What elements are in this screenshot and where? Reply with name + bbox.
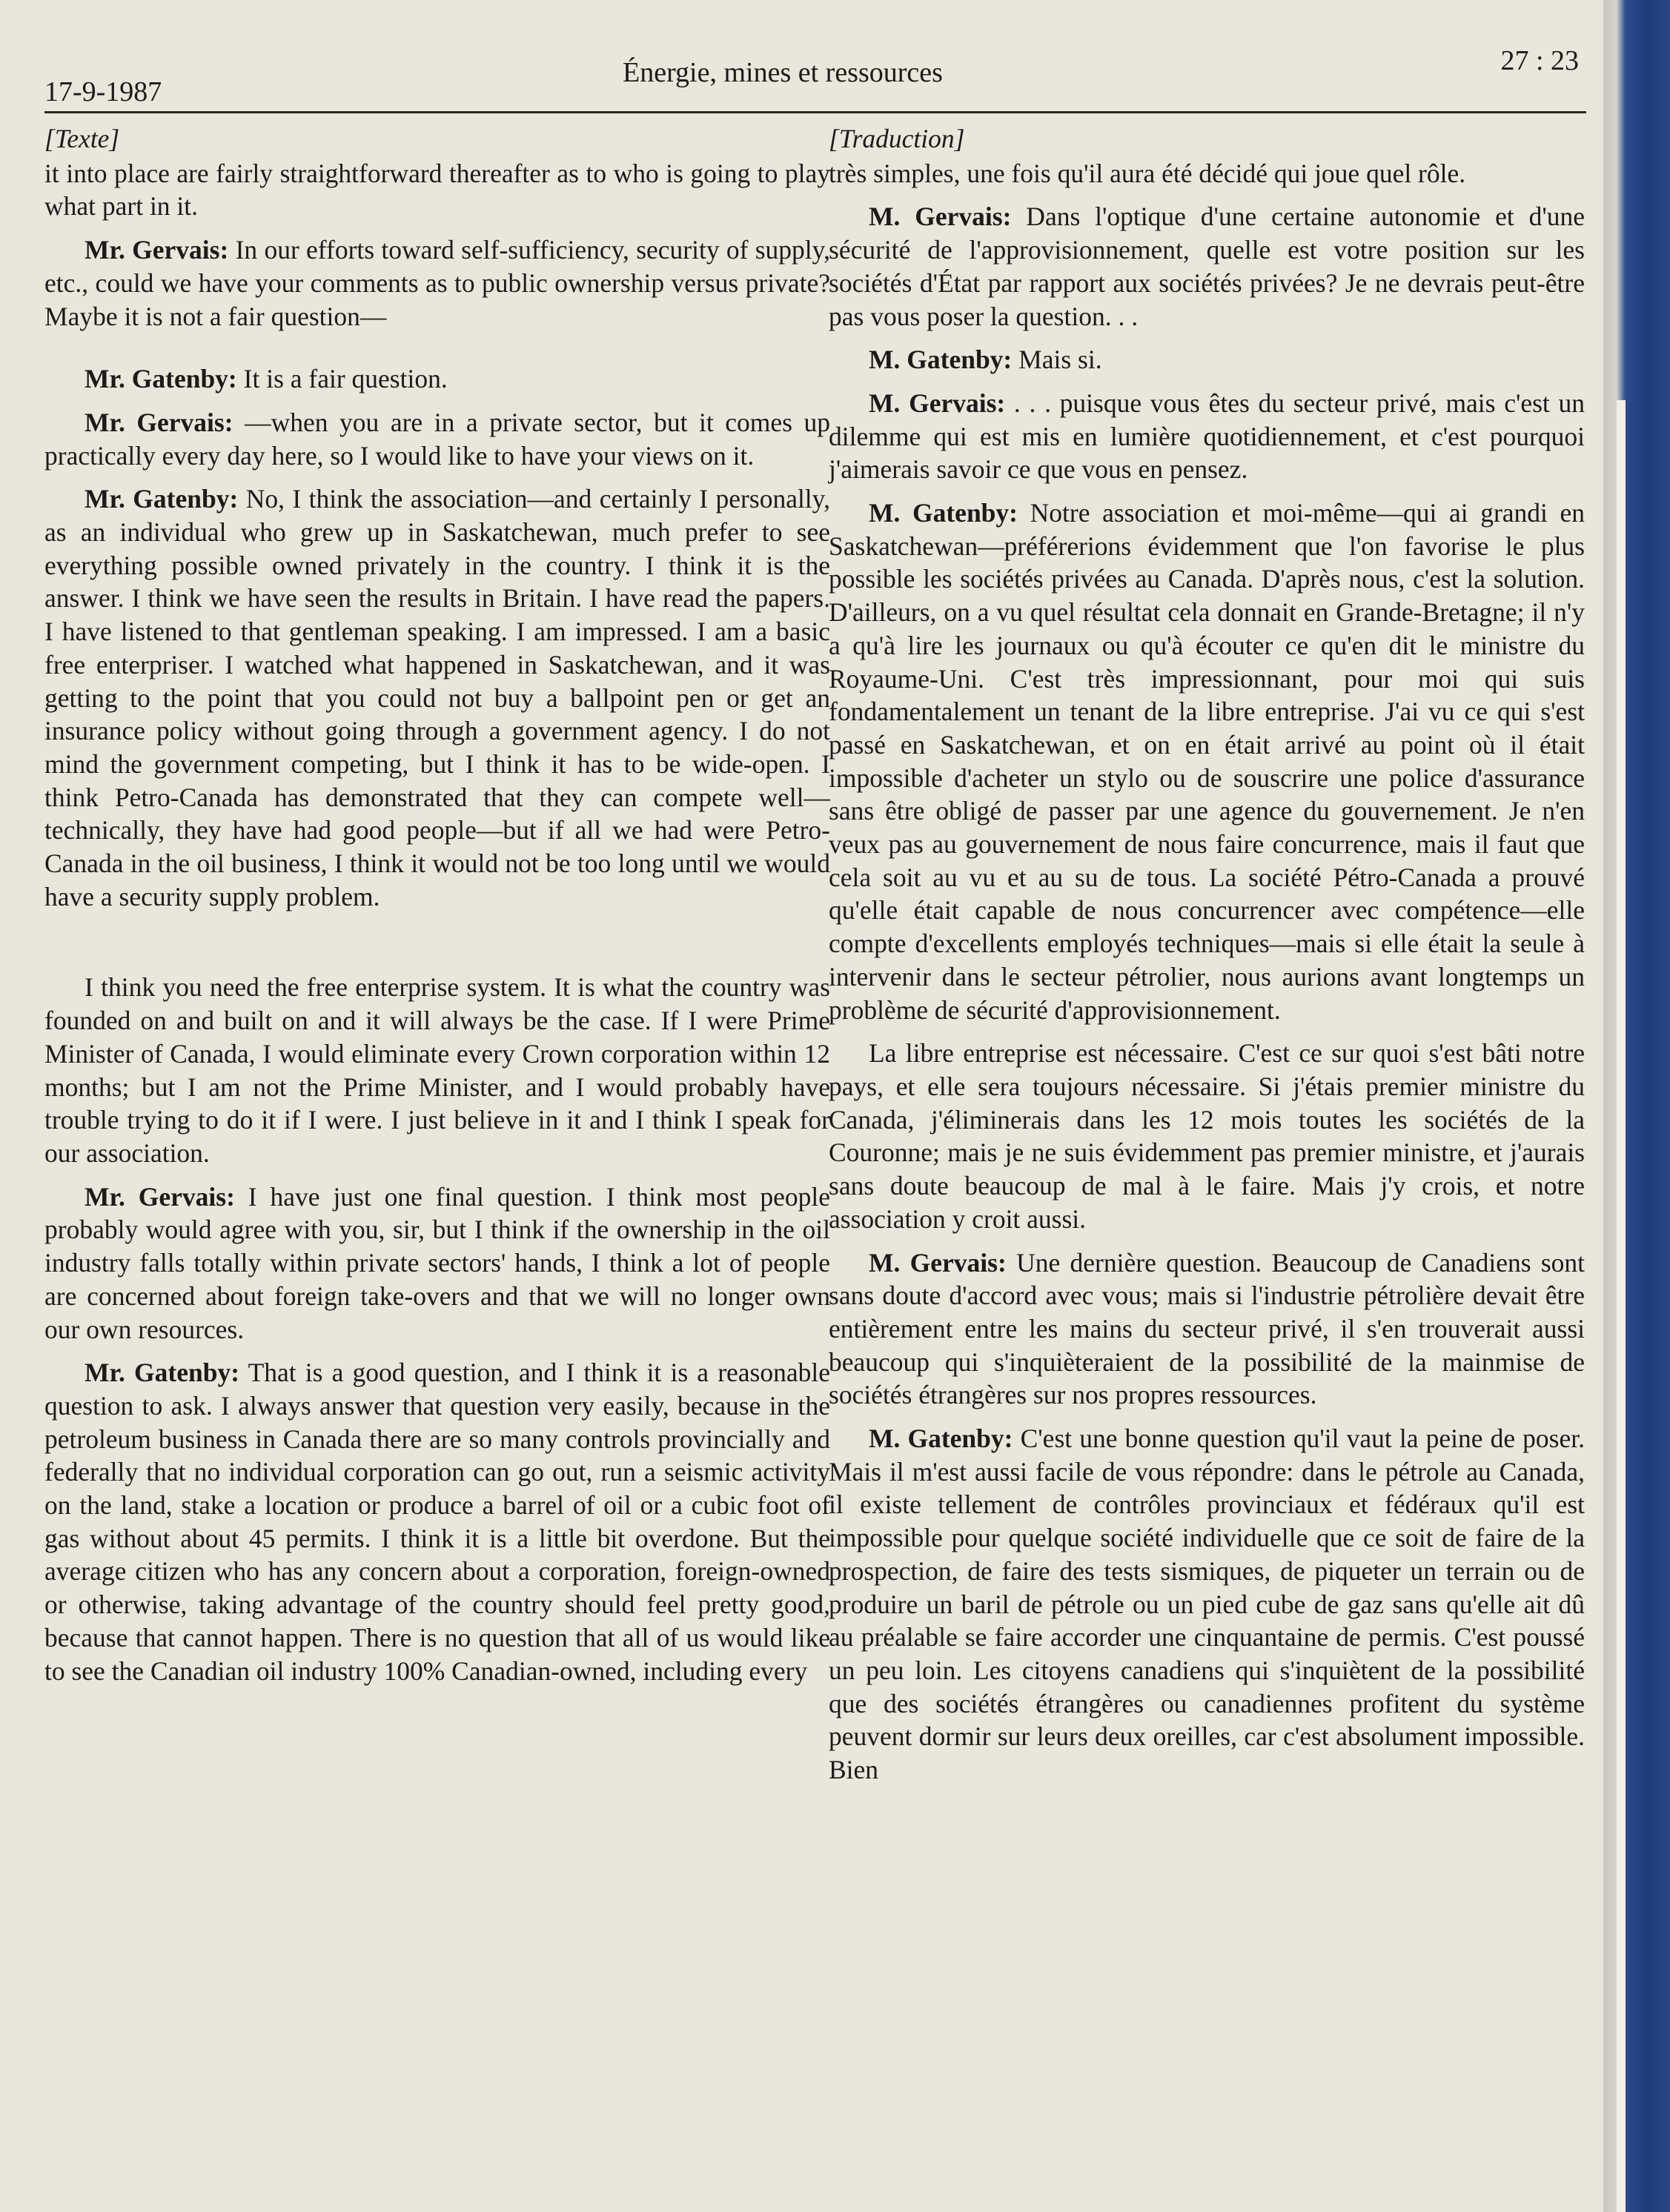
speech-paragraph — [829, 387, 1585, 486]
page-header — [44, 44, 1586, 113]
speech-paragraph — [44, 1356, 830, 1687]
speech-paragraph — [44, 971, 830, 1169]
speech-text: No, I think the association—and certainly I personally, as an individual who grew up in Saskatchewan, much prefer to see everything possible owned privately in the country. I think it is the answer. I think we have seen the results in Britain. I have read the papers. I have listened to that gentleman speaking. I am impressed. I am a basic free enterpriser. I watched what happened in Saskatchewan, and it was getting to the point that you could not buy a ballpoint pen or get an insurance policy without going through a government agency. I do not mind the government competing, but I think it has to be wide-open. I think Petro-Canada has demonstrated that they can compete well—technically, they have had good people—but if all we had were Petro-Canada in the oil business, I think it would not be too long until we would have a security supply problem. — [44, 484, 830, 911]
speech-paragraph — [44, 362, 830, 396]
speech-text: Dans l'optique d'une certaine autonomie et d'une sécurité de l'approvisionnement, quelle est votre position sur les sociétés d'État par rapport aux sociétés privées? Je ne devrais peut-être pas vous poser la question. . . — [829, 202, 1585, 331]
speaker-name: Mr. Gatenby: — [85, 484, 239, 514]
speech-text: I have just one final question. I think most people probably would agree with you, sir, but I think if the ownership in the oil industry falls totally within private sectors' hands, I think a lot of people are concerned about foreign take-overs and that we will no longer own our own resources. — [44, 1181, 830, 1344]
language-label-english: [Texte] — [44, 124, 120, 153]
speech-paragraph — [829, 343, 1585, 376]
continuation-text: très simples, une fois qu'il aura été décidé qui joue quel rôle. — [829, 158, 1466, 188]
speech-text: I think you need the free enterprise system. It is what the country was founded on and built on and it will always be the case. If I were Prime Minister of Canada, I would eliminate every Crown corporation within 12 months; but I am not the Prime Minister, and I would probably have trouble trying to do it if I were. I just believe in it and I think I speak for our association. — [44, 972, 830, 1168]
header-title: Énergie, mines et ressources — [623, 57, 943, 88]
speech-paragraph — [829, 1422, 1585, 1787]
speech-paragraph — [44, 233, 830, 333]
speech-paragraph — [829, 1246, 1585, 1412]
speech-paragraph — [44, 1180, 830, 1346]
header-date: 17-9-1987 — [44, 76, 162, 107]
book-binding — [1603, 0, 1670, 2212]
speech-text: It is a fair question. — [236, 364, 448, 394]
speech-paragraph — [44, 406, 830, 472]
speech-text: That is a good question, and I think it is a reasonable question to ask. I always answer that question very easily, because in the petroleum business in Canada there are so many controls provincially and federally that no individual corporation can go out, run a seismic activity on the land, stake a location or produce a barrel of oil or a cubic foot of gas without about 45 permits. I think it is a little bit overdone. But the average citizen who has any concern about a corporation, foreign-owned or otherwise, taking advantage of the country should feel pretty good, because that cannot happen. There is no question that all of us would like to see the Canadian oil industry 100% Canadian-owned, including every — [44, 1358, 830, 1686]
speech-text: Une dernière question. Beaucoup de Canadiens sont sans doute d'accord avec vous; mais si l'industrie pétrolière devait être entièrement entre les mains du secteur privé, il s'en trouverait aussi beaucoup qui s'inquièteraient de la possibilité de la mainmise de sociétés étrangères sur nos propres ressources. — [829, 1247, 1585, 1410]
speaker-name: Mr. Gatenby: — [85, 364, 237, 394]
speech-text: Notre association et moi-même—qui ai grandi en Saskatchewan—préférerions évidemment que l'on favorise le plus possible les sociétés privées au Canada. D'après nous, c'est la solution. D'ailleurs, on a vu quel résultat cela donnait en Grande-Bretagne; il n'y a qu'à lire les journaux ou qu'à écouter ce qu'en dit le ministre du Royaume-Uni. C'est très impressionnant, pour moi qui suis fondamentalement un tenant de la libre entreprise. J'ai vu ce qui s'est passé en Saskatchewan, et on en était arrivé au point où il était impossible d'acheter un stylo ou de souscrire une police d'assurance sans être obligé de passer par une agence du gouvernement. Je n'en veux pas au gouvernement de nous faire concurrence, mais il faut que cela soit au vu et au su de tous. La société Pétro-Canada a prouvé qu'elle était capable de nous concurrencer avec compétence—elle compte d'excellents employés techniques—mais si elle était la seule à intervenir dans le secteur pétrolier, nous aurions avant longtemps un problème de sécurité d'approvisionnement. — [829, 498, 1585, 1025]
speaker-name: M. Gatenby: — [869, 1424, 1013, 1454]
speech-text: Mais si. — [1012, 345, 1102, 375]
english-column — [44, 122, 830, 2138]
speaker-name: M. Gervais: — [869, 202, 1012, 232]
speech-text: C'est une bonne question qu'il vaut la peine de poser. Mais il m'est aussi facile de vous répondre: dans le pétrole au Canada, il existe tellement de contrôles provinciaux et fédéraux qu'il est impossible pour quelque société individuelle que ce soit de faire de la prospection, de faire des tests sismiques, de piqueter un terrain ou de produire un baril de pétrole ou un pied cube de gaz sans qu'elle ait dû au préalable se faire accorder une cinquantaine de permis. C'est poussé un peu loin. Les citoyens canadiens qui s'inquiètent de la possibilité que des sociétés étrangères ou canadiennes profitent du système peuvent dormir sur leurs deux oreilles, car c'est absolument impossible. Bien — [829, 1424, 1585, 1785]
continuation-text: it into place are fairly straightforward thereafter as to who is going to play what part in it. — [44, 158, 830, 222]
speaker-name: M. Gervais: — [869, 1247, 1007, 1278]
speaker-name: M. Gatenby: — [869, 498, 1018, 528]
french-column — [829, 122, 1585, 2138]
language-label-french: [Traduction] — [829, 124, 965, 153]
header-page-number: 27 : 23 — [1500, 45, 1579, 76]
speech-text: La libre entreprise est nécessaire. C'est ce sur quoi s'est bâti notre pays, et elle sera toujours nécessaire. Si j'étais premier ministre du Canada, j'éliminerais dans les 12 mois toutes les sociétés de la Couronne; mais je ne suis évidemment pas premier ministre, et j'aurais sans doute beaucoup de mal à le faire. Mais j'y crois, et notre association y croit aussi. — [829, 1038, 1585, 1234]
speech-paragraph — [44, 482, 830, 913]
speech-text: . . . puisque vous êtes du secteur privé, mais c'est un dilemme qui est mis en lumière quotidiennement, et c'est pourquoi j'aimerais savoir ce que vous en pensez. — [829, 388, 1585, 485]
speaker-name: Mr. Gervais: — [85, 1181, 235, 1212]
speaker-name: M. Gatenby: — [869, 345, 1013, 375]
speech-paragraph — [829, 1037, 1585, 1235]
speaker-name: Mr. Gatenby: — [85, 1358, 240, 1388]
speech-paragraph — [829, 200, 1585, 333]
speaker-name: Mr. Gervais: — [85, 407, 233, 437]
speech-text: —when you are in a private sector, but it comes up practically every day here, so I would like to have your views on it. — [44, 407, 830, 471]
speech-paragraph — [829, 496, 1585, 1026]
speaker-name: M. Gervais: — [869, 388, 1006, 418]
speaker-name: Mr. Gervais: — [85, 235, 229, 265]
speech-text: In our efforts toward self-sufficiency, security of supply, etc., could we have your comments as to public ownership versus private? Maybe it is not a fair question— — [44, 235, 830, 331]
